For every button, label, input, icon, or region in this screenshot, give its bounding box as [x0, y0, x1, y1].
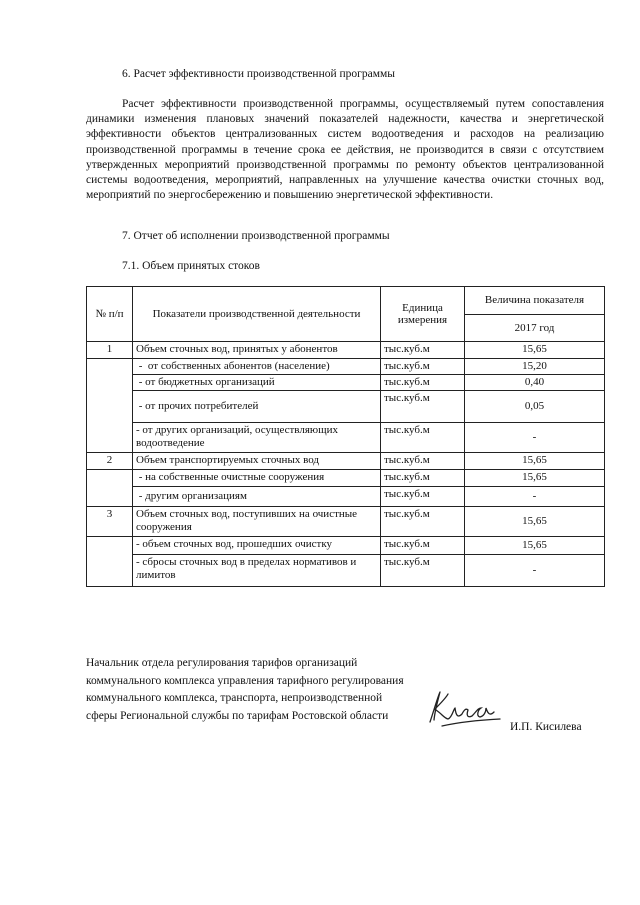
row-num: 2	[87, 453, 133, 470]
row-unit: тыс.куб.м	[381, 537, 465, 555]
row-indicator: Объем сточных вод, принятых у абонентов	[133, 342, 381, 359]
row-indicator: - объем сточных вод, прошедших очистку	[133, 537, 381, 555]
row-value: -	[465, 487, 605, 507]
row-unit: тыс.куб.м	[381, 391, 465, 423]
row-unit: тыс.куб.м	[381, 423, 465, 453]
table-row	[87, 507, 605, 537]
row-indicator: - от других организаций, осуществляющих водоотведение	[133, 423, 381, 453]
row-value: 15,65	[465, 453, 605, 470]
row-indicator: - на собственные очистные сооружения	[133, 470, 381, 487]
row-value: 15,65	[465, 537, 605, 555]
row-indicator: Объем транспортируемых сточных вод	[133, 453, 381, 470]
row-value: 0,40	[465, 375, 605, 391]
table-row	[87, 555, 605, 587]
row-unit: тыс.куб.м	[381, 359, 465, 375]
row-value: 15,65	[465, 507, 605, 537]
row-unit: тыс.куб.м	[381, 507, 465, 537]
header-indicator: Показатели производственной деятельности	[133, 287, 381, 342]
row-unit: тыс.куб.м	[381, 470, 465, 487]
row-unit: тыс.куб.м	[381, 342, 465, 359]
section-6-heading: 6. Расчет эффективности производственной программы	[122, 68, 396, 80]
row-value: -	[465, 555, 605, 587]
table-row	[87, 487, 605, 507]
header-year: 2017 год	[465, 315, 605, 342]
table-row	[87, 391, 605, 423]
row-num: 3	[87, 507, 133, 537]
stock-volume-table	[86, 286, 605, 587]
row-indicator: - другим организациям	[133, 487, 381, 507]
row-num-group-3	[87, 537, 133, 587]
row-indicator: - от бюджетных организаций	[133, 375, 381, 391]
row-value: 15,65	[465, 470, 605, 487]
row-value: 15,65	[465, 342, 605, 359]
row-num-group-1	[87, 359, 133, 453]
table-row	[87, 375, 605, 391]
table-row	[87, 423, 605, 453]
row-num: 1	[87, 342, 133, 359]
row-value: -	[465, 423, 605, 453]
section-6-paragraph: Расчет эффективности производственной программы, осуществляемый путем сопоставления динамики изменения плановых значений показателей надежности, качества и энергетической эффективности объектов централизованных систем водоотведения и расходов на реализацию производственной программы в течение срока ее действия, не производится в связи с отсутствием утвержденных мероприятий производственной программы по ремонту объектов централизованной системы водоотведения, мероприятий, направленных на улучшение качества очистки сточных вод, мероприятий по энергосбережению и повышению энергетической эффективности.	[86, 98, 604, 202]
header-unit: Единица измерения	[381, 287, 465, 342]
table-row	[87, 470, 605, 487]
table-row	[87, 359, 605, 375]
row-num-group-2	[87, 470, 133, 507]
signatory-name: И.П. Кисилева	[510, 721, 582, 733]
row-indicator: - сбросы сточных вод в пределах нормативов и лимитов	[133, 555, 381, 587]
row-value: 15,20	[465, 359, 605, 375]
signatory-position: Начальник отдела регулирования тарифов организаций коммунального комплекса управления тарифного регулирования коммунального комплекса, транспорта, непроизводственной сферы Региональной службы по тарифам Ростовской области	[86, 657, 404, 722]
table-row	[87, 453, 605, 470]
header-num: № п/п	[87, 287, 133, 342]
row-indicator: Объем сточных вод, поступивших на очистные сооружения	[133, 507, 381, 537]
section-7-heading: 7. Отчет об исполнении производственной программы	[122, 230, 390, 242]
row-unit: тыс.куб.м	[381, 555, 465, 587]
table-row	[87, 342, 605, 359]
section-7-1-heading: 7.1. Объем принятых стоков	[122, 260, 260, 272]
row-indicator: - от собственных абонентов (население)	[133, 359, 381, 375]
row-indicator: - от прочих потребителей	[133, 391, 381, 423]
table-row	[87, 537, 605, 555]
row-unit: тыс.куб.м	[381, 453, 465, 470]
header-value: Величина показателя	[465, 287, 605, 315]
row-unit: тыс.куб.м	[381, 487, 465, 507]
handwritten-signature-image	[424, 686, 504, 730]
row-unit: тыс.куб.м	[381, 375, 465, 391]
row-value: 0,05	[465, 391, 605, 423]
